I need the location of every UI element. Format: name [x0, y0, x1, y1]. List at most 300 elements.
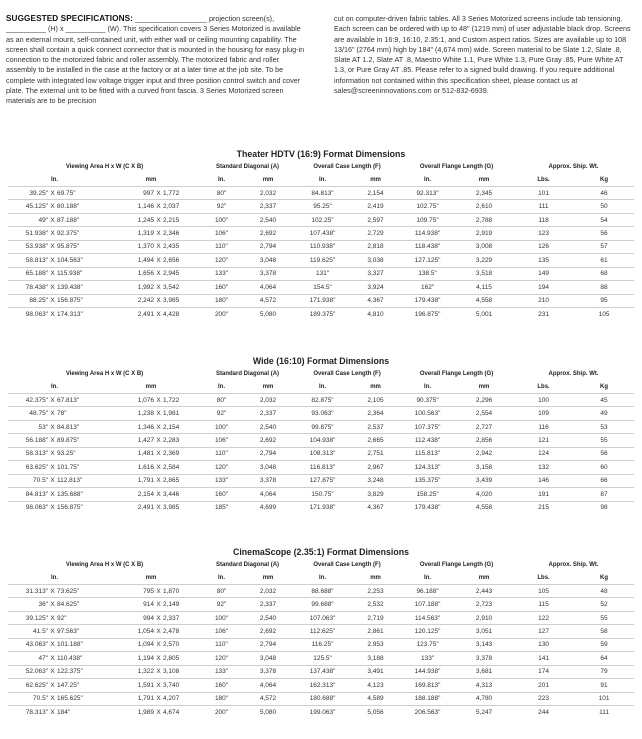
diagonal-mm-cell: 3,048	[242, 652, 294, 665]
table-header-row	[8, 160, 634, 174]
unit-in-header: In.	[218, 384, 226, 390]
flange-in-cell: 179.438"	[400, 501, 455, 514]
width-mm-cell: 1,772	[163, 187, 201, 200]
unit-in-header: In.	[51, 575, 58, 581]
diagonal-in-cell: 92"	[201, 200, 242, 213]
unit-kg-header: Kg	[600, 384, 609, 390]
viewing-area-header: Viewing Area H x W (C X B)	[65, 562, 144, 568]
dimensions-table	[8, 558, 634, 718]
unit-in-header: In.	[424, 177, 432, 183]
case-length-header: Overall Case Length (F)	[313, 562, 381, 568]
table-row	[8, 598, 634, 611]
weight-lbs-cell: 223	[513, 692, 574, 705]
weight-lbs-cell: 215	[513, 501, 574, 514]
flange-mm-cell: 4,313	[455, 679, 513, 692]
times-separator: X	[154, 213, 163, 226]
flange-mm-cell: 4,115	[455, 281, 513, 294]
weight-kg-cell: 87	[574, 488, 634, 501]
viewing-area-header: Viewing Area H x W (C X B)	[65, 371, 144, 377]
case-mm-cell: 2,818	[351, 240, 400, 253]
spec-right-column	[334, 14, 636, 96]
flange-in-cell: 96.188"	[400, 585, 455, 598]
case-mm-cell: 3,829	[351, 488, 400, 501]
width-mm-cell: 3,446	[163, 488, 201, 501]
width-mm-cell: 1,981	[163, 407, 201, 420]
case-length-header: Overall Case Length (F)	[313, 164, 381, 170]
diagonal-mm-cell: 5,080	[242, 705, 294, 718]
diagonal-mm-cell: 2,540	[242, 213, 294, 226]
case-in-cell: 102.25"	[294, 213, 351, 226]
flange-in-cell: 107.188"	[400, 598, 455, 611]
diagonal-mm-cell: 2,337	[242, 200, 294, 213]
times-separator: X	[48, 200, 57, 213]
case-mm-cell: 5,056	[351, 705, 400, 718]
flange-mm-cell: 4,558	[455, 501, 513, 514]
flange-mm-cell: 2,554	[455, 407, 513, 420]
flange-mm-cell: 3,051	[455, 625, 513, 638]
diagonal-in-cell: 120"	[201, 652, 242, 665]
weight-kg-cell: 54	[574, 213, 634, 226]
case-in-cell: 150.75"	[294, 488, 351, 501]
diagonal-in-cell: 100"	[201, 213, 242, 226]
weight-kg-cell: 64	[574, 652, 634, 665]
height-mm-cell: 1,245	[101, 213, 154, 226]
flange-in-cell: 188.188"	[400, 692, 455, 705]
diagonal-in-cell: 200"	[201, 705, 242, 718]
width-mm-cell: 3,542	[163, 281, 201, 294]
weight-kg-cell: 66	[574, 474, 634, 487]
height-in-cell: 62.625"	[8, 679, 48, 692]
unit-lbs-header: Lbs.	[537, 384, 550, 390]
height-in-cell: 78.313"	[8, 705, 48, 718]
times-separator: X	[48, 254, 57, 267]
flange-in-cell: 135.375"	[400, 474, 455, 487]
table-section-wide	[0, 355, 642, 514]
height-in-cell: 56.188"	[8, 434, 48, 447]
times-separator: X	[154, 692, 163, 705]
flange-in-cell: 127.125"	[400, 254, 455, 267]
diagonal-mm-cell: 5,080	[242, 307, 294, 320]
height-in-cell: 43.063"	[8, 638, 48, 651]
unit-in-header: In.	[319, 575, 327, 581]
width-mm-cell: 2,584	[163, 461, 201, 474]
weight-lbs-cell: 121	[513, 434, 574, 447]
height-mm-cell: 1,989	[101, 705, 154, 718]
weight-kg-cell: 56	[574, 227, 634, 240]
height-in-cell: 65.188"	[8, 267, 48, 280]
times-separator: X	[48, 461, 57, 474]
flange-mm-cell: 3,681	[455, 665, 513, 678]
case-mm-cell: 2,719	[351, 611, 400, 624]
height-mm-cell: 2,491	[101, 307, 154, 320]
spec-heading: SUGGESTED SPECIFICATIONS:	[6, 14, 133, 23]
weight-kg-cell: 56	[574, 447, 634, 460]
weight-kg-cell: 68	[574, 267, 634, 280]
width-in-cell: 184"	[57, 705, 101, 718]
table-row	[8, 307, 634, 320]
diagonal-mm-cell: 2,794	[242, 638, 294, 651]
times-separator: X	[154, 394, 163, 407]
flange-in-cell: 118.438"	[400, 240, 455, 253]
diagonal-in-cell: 80"	[201, 394, 242, 407]
height-mm-cell: 2,491	[101, 501, 154, 514]
dimensions-table	[8, 367, 634, 514]
height-in-cell: 41.5"	[8, 625, 48, 638]
diagonal-in-cell: 110"	[201, 447, 242, 460]
case-in-cell: 154.5"	[294, 281, 351, 294]
height-in-cell: 45.125"	[8, 200, 48, 213]
table-row	[8, 585, 634, 598]
case-in-cell: 137.438"	[294, 665, 351, 678]
flange-mm-cell: 3,229	[455, 254, 513, 267]
flange-mm-cell: 2,942	[455, 447, 513, 460]
unit-in-header: In.	[218, 575, 226, 581]
times-separator: X	[154, 240, 163, 253]
diagonal-in-cell: 106"	[201, 227, 242, 240]
times-separator: X	[48, 307, 57, 320]
weight-lbs-cell: 135	[513, 254, 574, 267]
height-mm-cell: 1,427	[101, 434, 154, 447]
times-separator: X	[154, 281, 163, 294]
case-in-cell: 93.063"	[294, 407, 351, 420]
flange-in-cell: 123.75"	[400, 638, 455, 651]
width-in-cell: 110.438"	[57, 652, 101, 665]
ship-weight-header: Approx. Ship. Wt.	[548, 562, 599, 568]
height-in-cell: 42.375"	[8, 394, 48, 407]
diagonal-in-cell: 80"	[201, 585, 242, 598]
table-row	[8, 227, 634, 240]
case-mm-cell: 2,532	[351, 598, 400, 611]
width-in-cell: 95.875"	[57, 240, 101, 253]
width-mm-cell: 2,337	[163, 611, 201, 624]
width-in-cell: 101.75"	[57, 461, 101, 474]
flange-in-cell: 109.75"	[400, 213, 455, 226]
table-row	[8, 187, 634, 200]
diagonal-in-cell: 180"	[201, 692, 242, 705]
case-mm-cell: 4,367	[351, 294, 400, 307]
height-in-cell: 31.313"	[8, 585, 48, 598]
height-in-cell: 36"	[8, 598, 48, 611]
times-separator: X	[48, 267, 57, 280]
height-mm-cell: 1,494	[101, 254, 154, 267]
height-in-cell: 63.625"	[8, 461, 48, 474]
flange-in-cell: 115.813"	[400, 447, 455, 460]
unit-in-header: In.	[319, 384, 327, 390]
case-in-cell: 110.938"	[294, 240, 351, 253]
height-in-cell: 70.5"	[8, 474, 48, 487]
case-in-cell: 112.625"	[294, 625, 351, 638]
weight-kg-cell: 58	[574, 625, 634, 638]
weight-lbs-cell: 194	[513, 281, 574, 294]
width-mm-cell: 3,985	[163, 294, 201, 307]
case-mm-cell: 2,967	[351, 461, 400, 474]
case-in-cell: 99.688"	[294, 598, 351, 611]
height-in-cell: 70.5"	[8, 692, 48, 705]
weight-lbs-cell: 210	[513, 294, 574, 307]
unit-mm-header: mm	[145, 177, 157, 183]
table-row	[8, 447, 634, 460]
weight-lbs-cell: 146	[513, 474, 574, 487]
case-in-cell: 125.5"	[294, 652, 351, 665]
diagonal-mm-cell: 2,337	[242, 598, 294, 611]
weight-lbs-cell: 109	[513, 407, 574, 420]
flange-mm-cell: 3,158	[455, 461, 513, 474]
height-mm-cell: 1,992	[101, 281, 154, 294]
diagonal-in-cell: 106"	[201, 625, 242, 638]
times-separator: X	[48, 625, 57, 638]
unit-lbs-header: Lbs.	[537, 575, 550, 581]
diagonal-in-cell: 110"	[201, 638, 242, 651]
flange-in-cell: 169.813"	[400, 679, 455, 692]
table-row	[8, 407, 634, 420]
times-separator: X	[154, 447, 163, 460]
table-row	[8, 705, 634, 718]
table-body	[8, 558, 634, 718]
times-separator: X	[154, 665, 163, 678]
case-in-cell: 82.875"	[294, 394, 351, 407]
weight-kg-cell: 49	[574, 407, 634, 420]
unit-in-header: In.	[319, 177, 327, 183]
diagonal-mm-cell: 4,572	[242, 294, 294, 307]
case-in-cell: 107.438"	[294, 227, 351, 240]
times-separator: X	[48, 638, 57, 651]
height-in-cell: 98.063"	[8, 307, 48, 320]
flange-in-cell: 107.375"	[400, 420, 455, 433]
weight-kg-cell: 91	[574, 679, 634, 692]
width-mm-cell: 4,674	[163, 705, 201, 718]
width-in-cell: 80.188"	[57, 200, 101, 213]
weight-kg-cell: 59	[574, 638, 634, 651]
times-separator: X	[154, 611, 163, 624]
weight-lbs-cell: 118	[513, 213, 574, 226]
height-mm-cell: 795	[101, 585, 154, 598]
times-separator: X	[154, 474, 163, 487]
height-mm-cell: 1,094	[101, 638, 154, 651]
height-in-cell: 49"	[8, 213, 48, 226]
times-separator: X	[48, 585, 57, 598]
weight-lbs-cell: 141	[513, 652, 574, 665]
unit-lbs-header: Lbs.	[537, 177, 550, 183]
height-mm-cell: 1,791	[101, 692, 154, 705]
unit-mm-header: mm	[370, 384, 381, 390]
weight-kg-cell: 45	[574, 394, 634, 407]
diagonal-in-cell: 120"	[201, 461, 242, 474]
table-row	[8, 474, 634, 487]
height-in-cell: 58.313"	[8, 447, 48, 460]
weight-kg-cell: 111	[574, 705, 634, 718]
width-mm-cell: 2,346	[163, 227, 201, 240]
ship-weight-header: Approx. Ship. Wt.	[548, 164, 599, 170]
height-in-cell: 58.813"	[8, 254, 48, 267]
unit-in-header: In.	[51, 177, 58, 183]
flange-mm-cell: 2,345	[455, 187, 513, 200]
table-row	[8, 488, 634, 501]
width-mm-cell: 2,945	[163, 267, 201, 280]
height-in-cell: 53"	[8, 420, 48, 433]
table-row	[8, 267, 634, 280]
diagonal-in-cell: 100"	[201, 611, 242, 624]
case-in-cell: 119.625"	[294, 254, 351, 267]
height-in-cell: 78.438"	[8, 281, 48, 294]
case-in-cell: 107.063"	[294, 611, 351, 624]
times-separator: X	[48, 611, 57, 624]
width-in-cell: 92.375"	[57, 227, 101, 240]
flange-mm-cell: 2,723	[455, 598, 513, 611]
diagonal-in-cell: 92"	[201, 407, 242, 420]
width-mm-cell: 2,656	[163, 254, 201, 267]
width-in-cell: 139.438"	[57, 281, 101, 294]
case-in-cell: 171.938"	[294, 294, 351, 307]
height-mm-cell: 914	[101, 598, 154, 611]
flange-mm-cell: 5,247	[455, 705, 513, 718]
weight-lbs-cell: 149	[513, 267, 574, 280]
table-row	[8, 281, 634, 294]
width-in-cell: 84.813"	[57, 420, 101, 433]
case-mm-cell: 3,327	[351, 267, 400, 280]
width-mm-cell: 2,149	[163, 598, 201, 611]
flange-mm-cell: 3,518	[455, 267, 513, 280]
times-separator: X	[154, 434, 163, 447]
width-mm-cell: 2,865	[163, 474, 201, 487]
diagonal-in-cell: 160"	[201, 281, 242, 294]
width-mm-cell: 2,478	[163, 625, 201, 638]
unit-kg-header: Kg	[600, 575, 609, 581]
unit-in-header: In.	[51, 384, 58, 390]
height-in-cell: 39.125"	[8, 611, 48, 624]
flange-mm-cell: 5,001	[455, 307, 513, 320]
table-title: CinemaScope (2.35:1) Format Dimensions	[233, 547, 409, 557]
height-mm-cell: 1,146	[101, 200, 154, 213]
width-in-cell: 78"	[57, 407, 101, 420]
case-mm-cell: 4,367	[351, 501, 400, 514]
height-in-cell: 47"	[8, 652, 48, 665]
flange-mm-cell: 2,856	[455, 434, 513, 447]
flange-in-cell: 92.313"	[400, 187, 455, 200]
width-in-cell: 69.75"	[57, 187, 101, 200]
height-mm-cell: 1,322	[101, 665, 154, 678]
height-mm-cell: 1,616	[101, 461, 154, 474]
diagonal-mm-cell: 2,540	[242, 420, 294, 433]
table-row	[8, 638, 634, 651]
times-separator: X	[48, 281, 57, 294]
height-in-cell: 84.813"	[8, 488, 48, 501]
width-mm-cell: 3,108	[163, 665, 201, 678]
times-separator: X	[154, 488, 163, 501]
weight-kg-cell: 101	[574, 692, 634, 705]
weight-kg-cell: 55	[574, 611, 634, 624]
width-in-cell: 156.875"	[57, 294, 101, 307]
diagonal-header: Standard Diagonal (A)	[216, 164, 280, 170]
diagonal-mm-cell: 3,048	[242, 461, 294, 474]
width-in-cell: 84.625"	[57, 598, 101, 611]
table-body	[8, 160, 634, 320]
times-separator: X	[48, 705, 57, 718]
unit-mm-header: mm	[145, 384, 157, 390]
times-separator: X	[48, 434, 57, 447]
table-row	[8, 665, 634, 678]
flange-length-header: Overall Flange Length (G)	[419, 562, 494, 568]
height-mm-cell: 2,154	[101, 488, 154, 501]
diagonal-mm-cell: 2,794	[242, 447, 294, 460]
diagonal-mm-cell: 4,064	[242, 281, 294, 294]
flange-in-cell: 112.438"	[400, 434, 455, 447]
times-separator: X	[48, 692, 57, 705]
times-separator: X	[48, 679, 57, 692]
case-length-header: Overall Case Length (F)	[313, 371, 381, 377]
case-in-cell: 108.313"	[294, 447, 351, 460]
height-mm-cell: 1,238	[101, 407, 154, 420]
table-row	[8, 200, 634, 213]
diagonal-header: Standard Diagonal (A)	[216, 562, 280, 568]
weight-lbs-cell: 111	[513, 200, 574, 213]
width-in-cell: 115.938"	[57, 267, 101, 280]
case-mm-cell: 2,253	[351, 585, 400, 598]
weight-lbs-cell: 244	[513, 705, 574, 718]
case-mm-cell: 2,751	[351, 447, 400, 460]
times-separator: X	[48, 598, 57, 611]
times-separator: X	[48, 213, 57, 226]
diagonal-in-cell: 133"	[201, 474, 242, 487]
height-mm-cell: 1,370	[101, 240, 154, 253]
dimensions-table	[8, 160, 634, 320]
diagonal-mm-cell: 2,032	[242, 585, 294, 598]
width-in-cell: 112.813"	[57, 474, 101, 487]
times-separator: X	[154, 652, 163, 665]
width-mm-cell: 3,985	[163, 501, 201, 514]
table-body	[8, 367, 634, 514]
diagonal-mm-cell: 2,032	[242, 394, 294, 407]
width-in-cell: 156.875"	[57, 501, 101, 514]
table-section-cinemascope	[0, 546, 642, 718]
case-in-cell: 84.813"	[294, 187, 351, 200]
weight-kg-cell: 57	[574, 240, 634, 253]
height-mm-cell: 1,346	[101, 420, 154, 433]
flange-in-cell: 138.5"	[400, 267, 455, 280]
height-mm-cell: 997	[101, 187, 154, 200]
weight-lbs-cell: 231	[513, 307, 574, 320]
weight-lbs-cell: 123	[513, 227, 574, 240]
times-separator: X	[48, 665, 57, 678]
times-separator: X	[48, 501, 57, 514]
flange-in-cell: 114.938"	[400, 227, 455, 240]
height-in-cell: 39.25"	[8, 187, 48, 200]
flange-mm-cell: 4,558	[455, 294, 513, 307]
flange-in-cell: 124.313"	[400, 461, 455, 474]
case-mm-cell: 3,248	[351, 474, 400, 487]
unit-mm-header: mm	[370, 575, 381, 581]
table-row	[8, 434, 634, 447]
diagonal-mm-cell: 4,064	[242, 679, 294, 692]
times-separator: X	[48, 447, 57, 460]
case-in-cell: 88.688"	[294, 585, 351, 598]
diagonal-in-cell: 92"	[201, 598, 242, 611]
flange-mm-cell: 2,788	[455, 213, 513, 226]
diagonal-in-cell: 160"	[201, 488, 242, 501]
width-in-cell: 73.625"	[57, 585, 101, 598]
table-subheader-row	[8, 174, 634, 187]
diagonal-in-cell: 100"	[201, 420, 242, 433]
diagonal-in-cell: 133"	[201, 267, 242, 280]
flange-mm-cell: 3,143	[455, 638, 513, 651]
times-separator: X	[48, 240, 57, 253]
height-mm-cell: 1,656	[101, 267, 154, 280]
weight-kg-cell: 55	[574, 434, 634, 447]
diagonal-in-cell: 133"	[201, 665, 242, 678]
weight-lbs-cell: 191	[513, 488, 574, 501]
diagonal-in-cell: 106"	[201, 434, 242, 447]
case-mm-cell: 3,491	[351, 665, 400, 678]
width-mm-cell: 2,805	[163, 652, 201, 665]
